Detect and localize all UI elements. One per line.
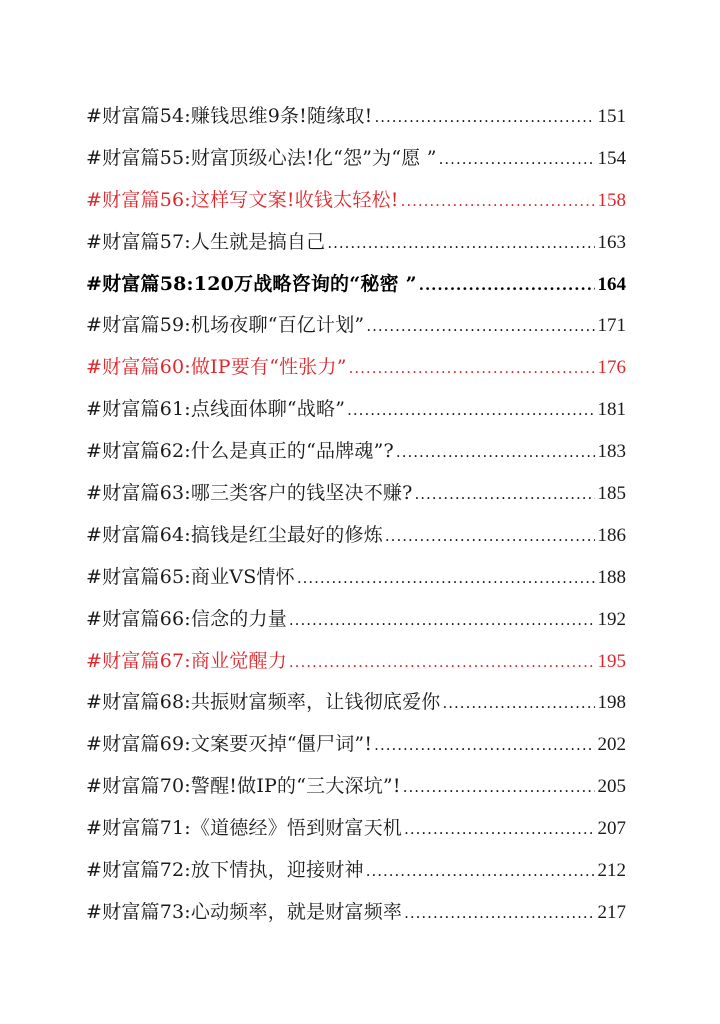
toc-dot-leader — [415, 487, 595, 502]
toc-entry-title: #财富篇55:财富顶级心法!化“怨”为“愿 ” — [86, 146, 437, 169]
toc-entry-title: #财富篇68:共振财富频率，让钱彻底爱你 — [86, 691, 441, 714]
toc-page-number: 171 — [597, 315, 626, 337]
toc-page-number: 164 — [597, 273, 626, 295]
toc-page-number: 181 — [597, 399, 626, 421]
toc-page-number: 202 — [597, 734, 626, 756]
toc-dot-leader — [374, 738, 594, 753]
toc-dot-leader — [297, 571, 595, 586]
toc-dot-leader — [403, 780, 595, 795]
toc-page-number: 186 — [597, 524, 626, 546]
toc-entry-title: #财富篇57:人生就是搞自己 — [86, 230, 326, 253]
toc-dot-leader — [327, 236, 594, 251]
toc-entry-title: #财富篇63:哪三类客户的钱坚决不赚? — [86, 482, 413, 505]
toc-dot-leader — [349, 361, 595, 376]
toc-dot-leader — [366, 319, 594, 334]
toc-page-number: 207 — [597, 818, 626, 840]
toc-entry-title: #财富篇54:赚钱思维9条!随缘取! — [86, 105, 373, 127]
toc-dot-leader — [366, 864, 595, 879]
toc-entry[interactable] — [86, 347, 626, 389]
toc-dot-leader — [404, 906, 594, 921]
toc-entry[interactable] — [86, 515, 626, 557]
toc-page-number: 158 — [597, 189, 626, 211]
toc-entry-title: #财富篇66:信念的力量 — [86, 607, 287, 630]
toc-dot-leader — [401, 194, 595, 209]
toc-entry[interactable] — [86, 641, 626, 683]
toc-entry-title: #财富篇73:心动频率，就是财富频率 — [86, 900, 403, 923]
toc-page-number: 195 — [597, 650, 626, 672]
toc-entry-title: #财富篇61:点线面体聊“战略” — [86, 398, 346, 421]
toc-entry[interactable] — [86, 389, 626, 431]
toc-page-number: 192 — [597, 608, 626, 630]
toc-page-number: 151 — [597, 106, 626, 127]
toc-entry[interactable] — [86, 724, 626, 766]
toc-page-number: 185 — [597, 483, 626, 505]
toc-entry-title: #财富篇62:什么是真正的“品牌魂”? — [86, 440, 394, 463]
toc-page-number: 188 — [597, 566, 626, 588]
toc-dot-leader — [289, 655, 595, 670]
toc-dot-leader — [374, 110, 594, 125]
toc-entry[interactable] — [86, 180, 626, 222]
toc-page-number: 176 — [597, 357, 626, 379]
toc-entry[interactable] — [86, 766, 626, 808]
toc-page-number: 154 — [597, 147, 626, 169]
toc-dot-leader — [419, 278, 595, 293]
toc-dot-leader — [396, 445, 595, 460]
toc-dot-leader — [289, 613, 595, 628]
toc-entry-title: #财富篇59:机场夜聊“百亿计划” — [86, 314, 365, 337]
toc-page-number: 217 — [597, 901, 626, 923]
toc-entry[interactable] — [86, 892, 626, 934]
toc-page-number: 163 — [597, 231, 626, 253]
toc-entry[interactable] — [86, 138, 626, 180]
toc-page-number: 212 — [597, 860, 626, 882]
toc-entry[interactable] — [86, 557, 626, 599]
toc-dot-leader — [385, 529, 595, 544]
toc-entry-title: #财富篇64:搞钱是红尘最好的修炼 — [86, 523, 383, 546]
toc-entry-title: #财富篇65:商业VS情怀 — [86, 565, 295, 588]
toc-entry[interactable] — [86, 222, 626, 264]
toc-entry-title: #财富篇72:放下情执，迎接财神 — [86, 859, 364, 882]
toc-entry[interactable] — [86, 431, 626, 473]
toc-entry[interactable] — [86, 96, 626, 138]
toc-entry[interactable] — [86, 264, 626, 306]
toc-entry[interactable] — [86, 682, 626, 724]
toc-entry[interactable] — [86, 599, 626, 641]
toc-page-number: 183 — [597, 441, 626, 463]
toc-entry[interactable] — [86, 808, 626, 850]
toc-entry-title: #财富篇71:《道德经》悟到财富天机 — [86, 817, 403, 840]
toc-dot-leader — [347, 403, 594, 418]
toc-entry-title: #财富篇70:警醒!做IP的“三大深坑”! — [86, 775, 401, 798]
toc-entry-title: #财富篇67:商业觉醒力 — [86, 649, 287, 672]
table-of-contents — [86, 96, 626, 934]
toc-entry-title: #财富篇56:这样写文案!收钱太轻松! — [86, 188, 399, 211]
toc-dot-leader — [439, 152, 595, 167]
toc-page-number: 205 — [597, 776, 626, 798]
toc-entry-title: #财富篇69:文案要灭掉“僵尸词”! — [86, 733, 373, 756]
toc-entry[interactable] — [86, 305, 626, 347]
toc-page-number: 198 — [597, 692, 626, 714]
toc-dot-leader — [443, 696, 595, 711]
toc-entry-title: #财富篇58:120万战略咨询的“秘密 ” — [86, 272, 417, 295]
toc-dot-leader — [404, 822, 594, 837]
toc-entry-title: #财富篇60:做IP要有“性张力” — [86, 356, 347, 379]
toc-entry[interactable] — [86, 473, 626, 515]
toc-entry[interactable] — [86, 850, 626, 892]
